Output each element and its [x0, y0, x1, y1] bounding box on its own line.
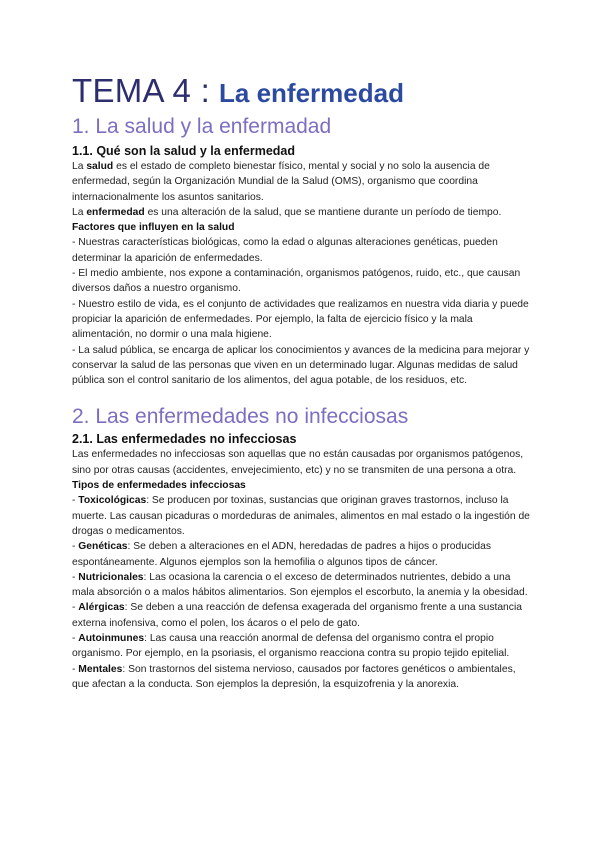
- factor-item: - El medio ambiente, nos expone a contaminación, organismos patógenos, ruido, etc., que causan diversos daños a nuestro organismo.: [72, 268, 521, 295]
- tipo-term: Mentales: [78, 663, 123, 675]
- salud-term: salud: [86, 161, 114, 172]
- section-1-1-subheading: 1.1. Qué son la salud y la enfermedad: [72, 144, 295, 158]
- tipo-term: Autoinmunes: [78, 633, 145, 645]
- tipo-item: - Nutricionales: Las ocasiona la carencia o el exceso de determinados nutrientes, debido a una mala absorción o a malos hábitos alimentarios. Son ejemplos el escorbuto, la anemia y la obesidad.: [72, 571, 528, 599]
- tipo-item: - Autoinmunes: Las causa una reacción anormal de defensa del organismo contra el propio organismo. Por ejemplo, en la psoriasis, el organismo reacciona contra su propio tejido epitelial.: [72, 633, 510, 660]
- document-title: [72, 70, 532, 112]
- salud-definition: La salud es el estado de completo bienestar físico, mental y social y no solo la ausencia de enfermedad, según la Organización Mundial de la Salud (OMS), organismo que coordina internacionalmente los asuntos sanitarios.: [72, 161, 490, 203]
- tipo-item: - Genéticas: Se deben a alteraciones en el ADN, heredadas de padres a hijos o producidas espontáneamente. Algunos ejemplos son la hemofilia o algunos tipos de cáncer.: [72, 541, 492, 568]
- factor-item: - Nuestro estilo de vida, es el conjunto de actividades que realizamos en nuestra vida diaria y puede propiciar la aparición de enfermedades. Por ejemplo, la falta de ejercicio físico y la mala alimentación, no dormir o una mala higiene.: [72, 298, 529, 341]
- tipo-term: Toxicológicas: [78, 495, 147, 507]
- enfermedad-term: enfermedad: [86, 206, 145, 218]
- tema-title: La enfermedad: [219, 78, 404, 108]
- factor-item: - La salud pública, se encarga de aplicar los conocimientos y avances de la medicina para mejorar y conservar la salud de las personas que viven en un determinado lugar. Algunas medidas de salud pública son el control sanitario de los alimentos, del agua potable, de los residuos, etc.: [72, 344, 530, 387]
- tipo-term: Alérgicas: [78, 602, 125, 614]
- section-2-heading: 2. Las enfermedades no infecciosas: [72, 405, 409, 429]
- tipo-term: Genéticas: [78, 541, 128, 553]
- tipo-item: - Toxicológicas: Se producen por toxinas, sustancias que originan graves trastornos, incluso la muerte. Las causan picaduras o mordeduras de animales, alimentos en mal estado o la ingestión de drogas o medicamentos.: [72, 495, 530, 537]
- tipo-term: Nutricionales: [78, 571, 144, 583]
- factor-item: - Nuestras características biológicas, como la edad o algunas alteraciones genéticas, pueden determinar la aparición de enfermedades.: [72, 237, 498, 264]
- section-2-1-subheading: 2.1. Las enfermedades no infecciosas: [72, 432, 297, 447]
- tipo-item: - Mentales: Son trastornos del sistema nervioso, causados por factores genéticos o ambientales, que afectan a la conducta. Son ejemplos la depresión, la esquizofrenia y la anorexia.: [72, 663, 516, 690]
- tipo-item: - Alérgicas: Se deben a una reacción de defensa exagerada del organismo frente a una sustancia externa inofensiva, como el polen, los ácaros o el pelo de gato.: [72, 602, 522, 629]
- factores-title: Factores que influyen en la salud: [72, 222, 235, 234]
- enfermedad-definition: La enfermedad es una alteración de la salud, que se mantiene durante un período de tiempo.: [72, 206, 502, 218]
- section-1-heading: 1. La salud y la enfermadad: [72, 115, 332, 138]
- no-infecciosas-intro: Las enfermedades no infecciosas son aquellas que no están causadas por organismos patógenos, sino por otras causas (accidentes, envejecimiento, etc) y no se transmiten de una persona a otra.: [72, 449, 524, 476]
- tipos-title: Tipos de enfermedades infecciosas: [72, 480, 246, 492]
- document-page: [72, 70, 532, 692]
- tema-number: TEMA 4 :: [72, 72, 211, 109]
